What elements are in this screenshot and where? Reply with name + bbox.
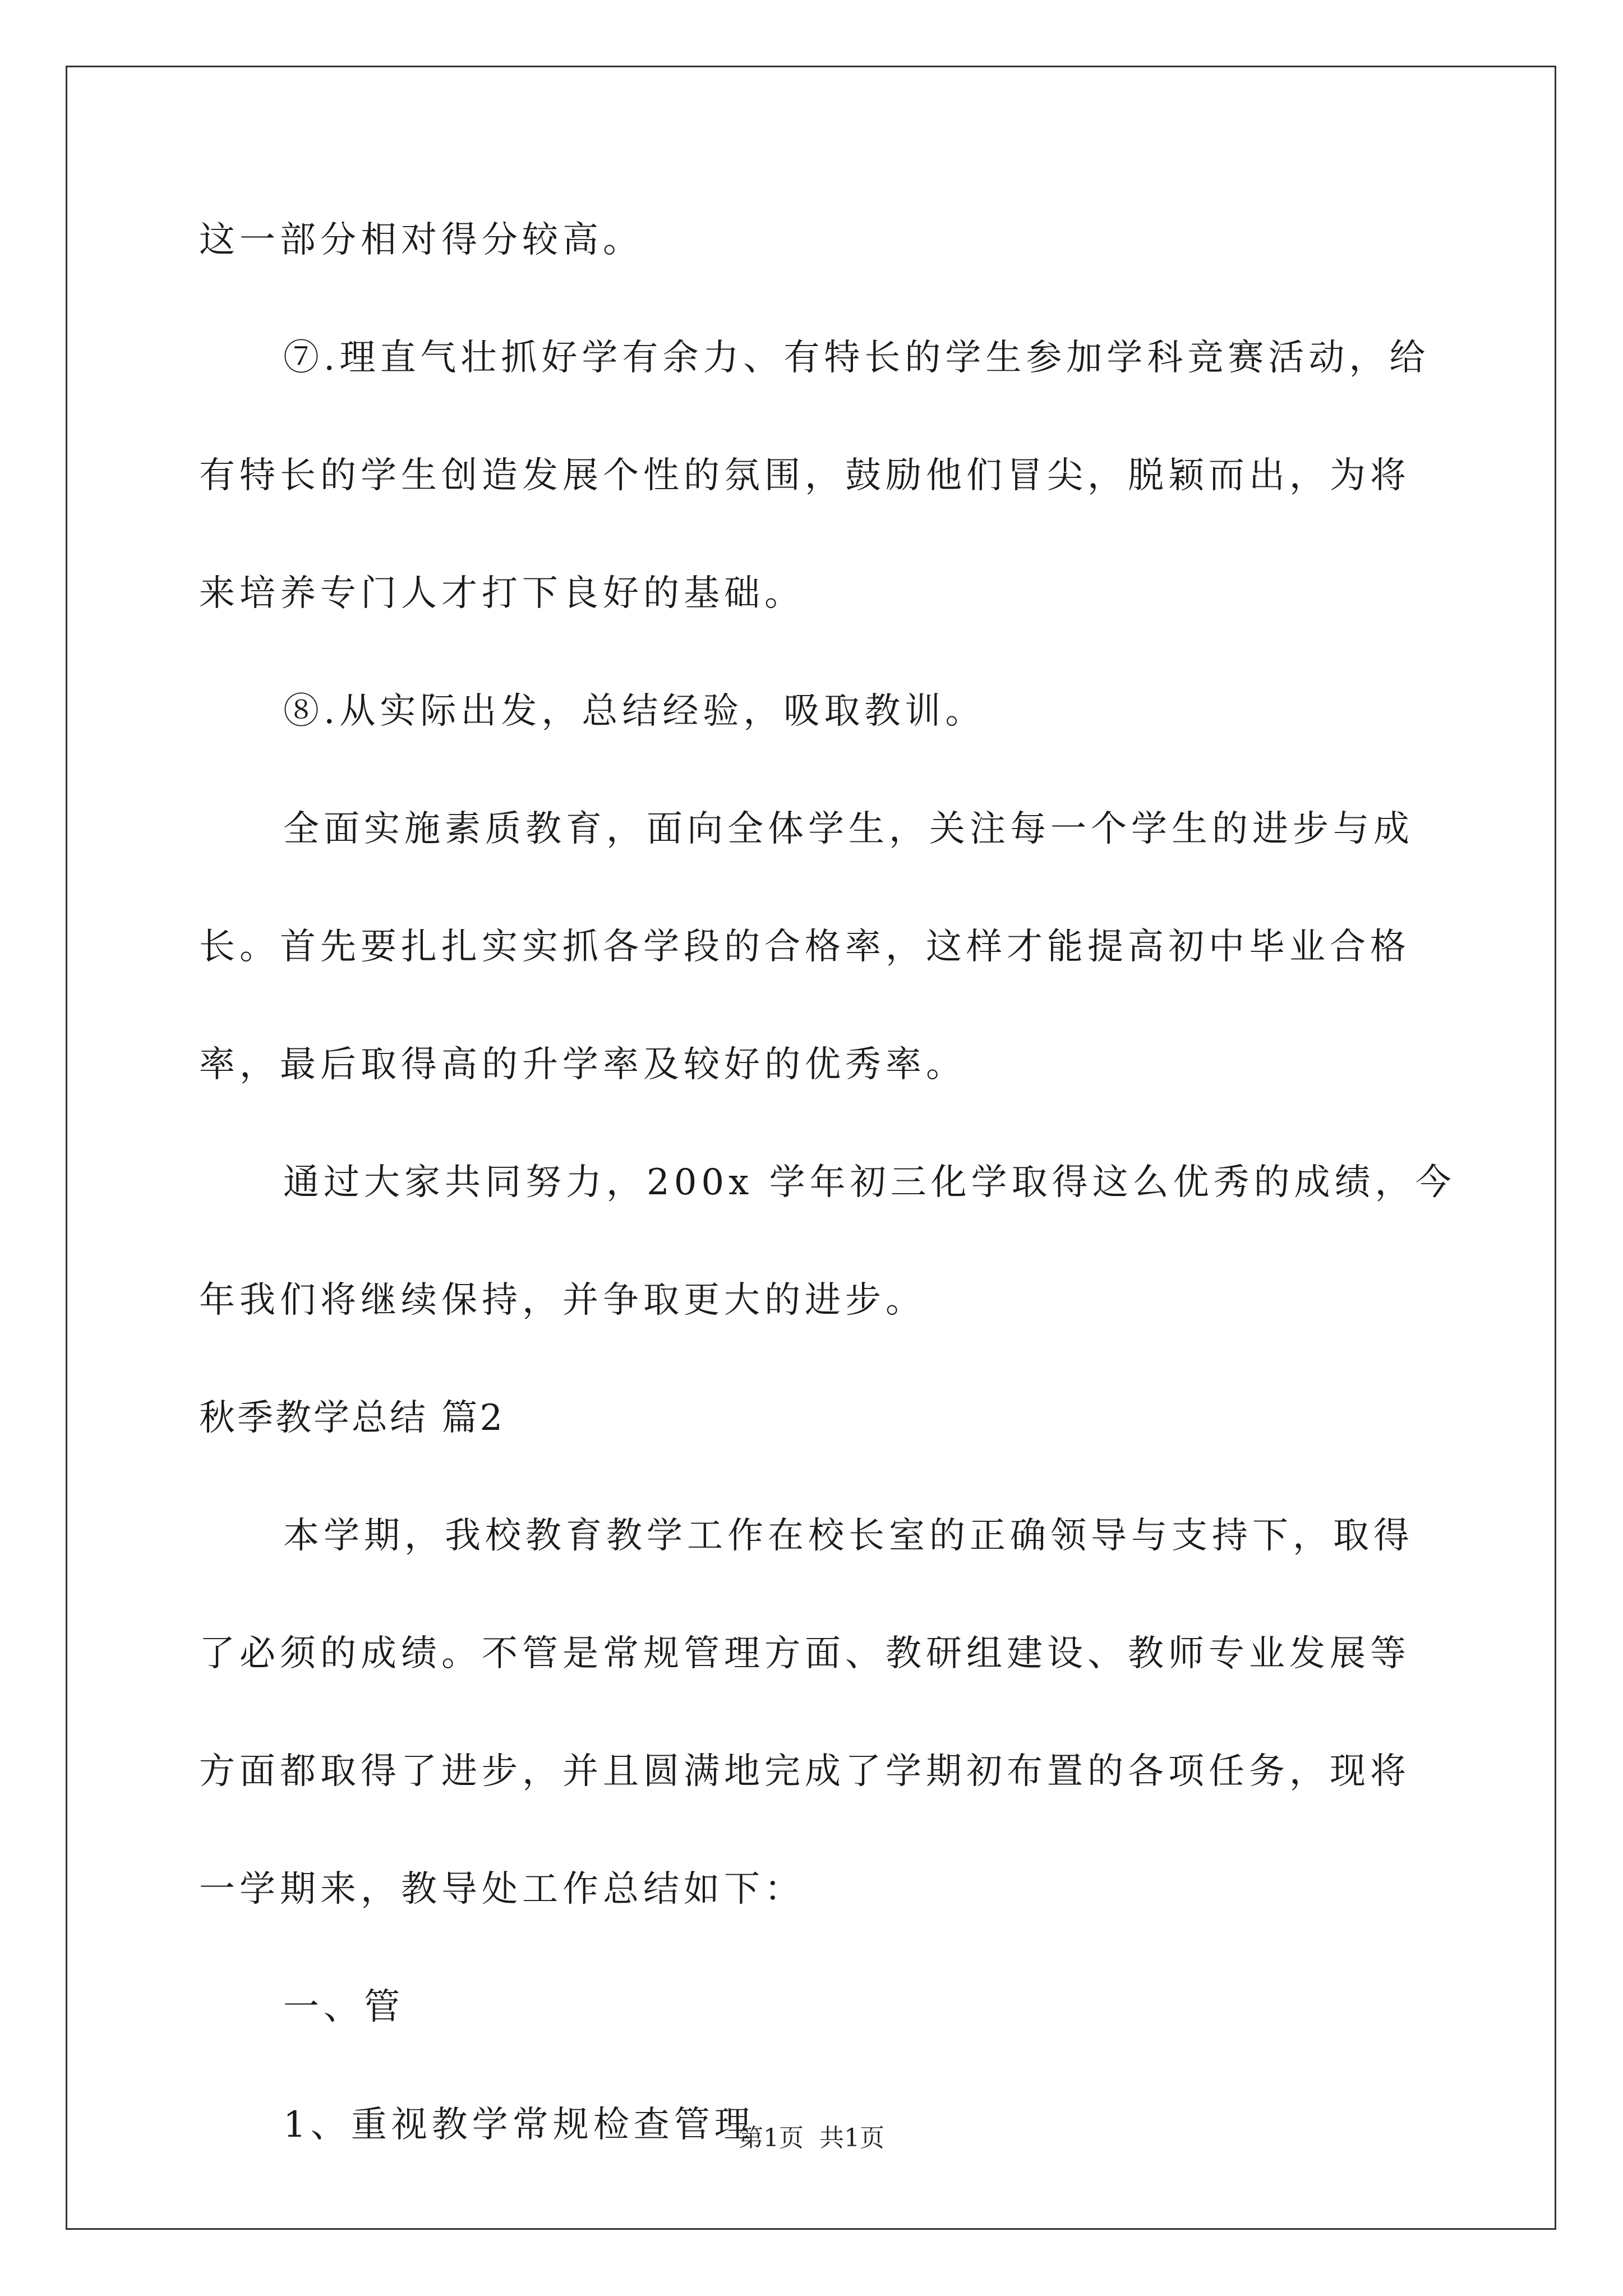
text-line: 这一部分相对得分较高。: [199, 219, 643, 261]
text-line: 率，最后取得高的升学率及较好的优秀率。: [199, 1044, 966, 1085]
text-line: 一、管: [283, 1986, 404, 2028]
text-line: 来培养专门人才打下良好的基础。: [199, 573, 805, 614]
page-number: 第1页: [739, 2124, 804, 2152]
text-line: ⑧.从实际出发，总结经验，吸取教训。: [283, 691, 986, 732]
page-total: 共1页: [819, 2124, 884, 2152]
text-line: 年我们将继续保持，并争取更大的进步。: [199, 1280, 926, 1321]
text-line: ⑦.理直气壮抓好学有余力、有特长的学生参加学科竞赛活动，给: [283, 337, 1430, 379]
text-line: 有特长的学生创造发展个性的氛围，鼓励他们冒尖，脱颖而出，为将: [199, 455, 1410, 496]
text-line: 本学期，我校教育教学工作在校长室的正确领导与支持下，取得: [283, 1515, 1414, 1557]
text-line: 长。首先要扎扎实实抓各学段的合格率，这样才能提高初中毕业合格: [199, 926, 1410, 968]
text-line: 方面都取得了进步，并且圆满地完成了学期初布置的各项任务，现将: [199, 1751, 1410, 1792]
text-line: 了必须的成绩。不管是常规管理方面、教研组建设、教师专业发展等: [199, 1633, 1410, 1674]
text-line: 一学期来，教导处工作总结如下：: [199, 1869, 805, 1910]
text-line: 1、重视教学常规检查管理: [283, 2104, 755, 2146]
page-footer: [0, 2122, 1623, 2155]
section-heading: 秋季教学总结 篇2: [199, 1397, 505, 1439]
text-line: 通过大家共同努力，200x 学年初三化学取得这么优秀的成绩，今: [283, 1162, 1456, 1203]
text-line: 全面实施素质教育，面向全体学生，关注每一个学生的进步与成: [283, 808, 1414, 850]
